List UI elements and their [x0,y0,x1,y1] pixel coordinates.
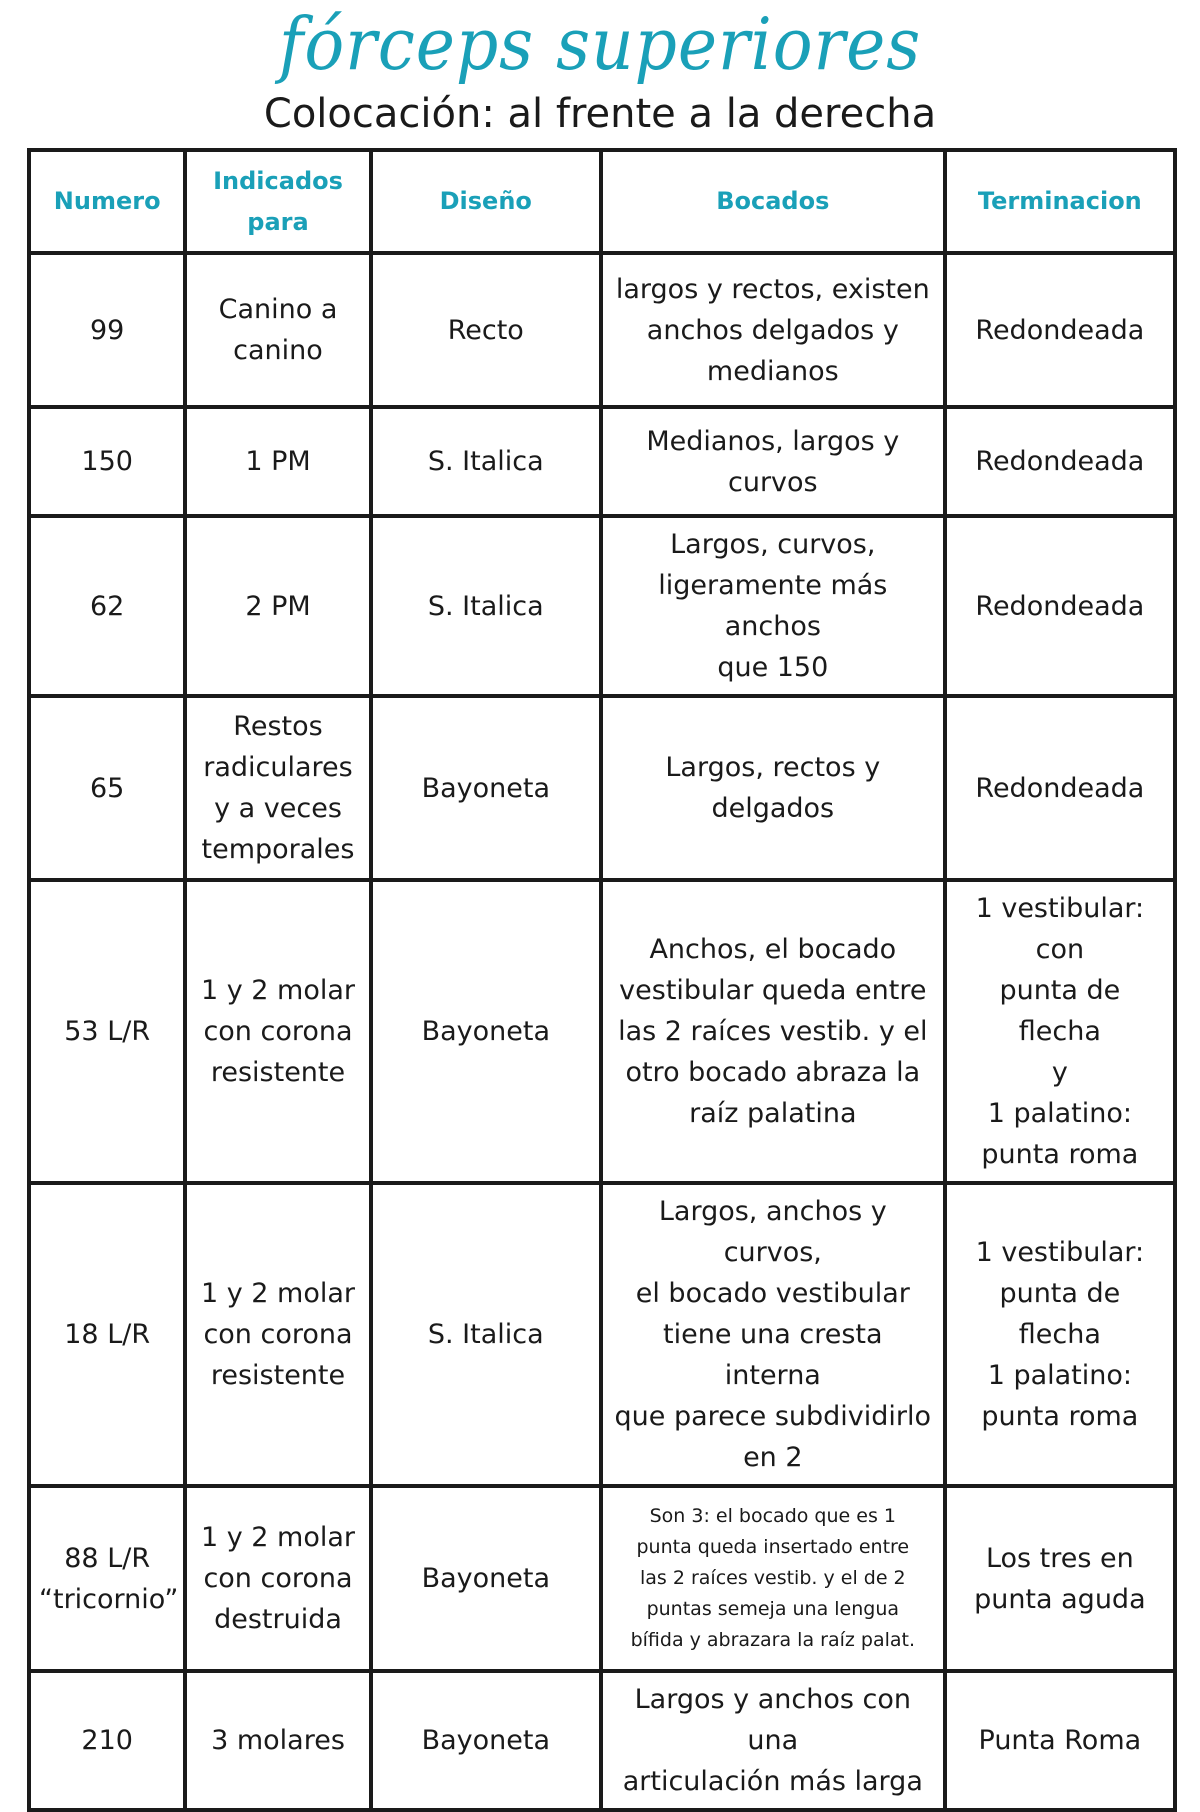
page-subtitle: Colocación: al frente a la derecha [263,91,937,137]
cell-numero: 65 [29,696,185,880]
cell-indicados-para: 3 molares [185,1671,370,1810]
cell-terminacion: Los tres en punta aguda [945,1486,1175,1671]
cell-terminacion: Redondeada [945,407,1175,516]
cell-numero: 62 [29,516,185,696]
cell-terminacion: Punta Roma [945,1671,1175,1810]
cell-indicados-para: 1 y 2 molar con corona resistente [185,1183,370,1486]
cell-numero: 150 [29,407,185,516]
cell-diseno: Bayoneta [371,696,601,880]
cell-indicados-para: Restos radiculares y a veces temporales [185,696,370,880]
column-header-bocados: Bocados [601,150,945,253]
cell-indicados-para: Canino a canino [185,253,370,407]
table-row [29,407,1175,516]
cell-indicados-para: 2 PM [185,516,370,696]
table-header [29,150,1175,253]
column-header-indicados-para: Indicados para [185,150,370,253]
cell-diseno: S. Italica [371,516,601,696]
cell-terminacion: 1 vestibular: punta de flecha 1 palatino: punta roma [945,1183,1175,1486]
forceps-table [27,148,1177,1812]
cell-diseno: Bayoneta [371,1486,601,1671]
cell-bocados: largos y rectos, existen anchos delgados y medianos [601,253,945,407]
column-header-diseno: Diseño [371,150,601,253]
cell-diseno: Bayoneta [371,1671,601,1810]
page-header [0,0,1200,150]
cell-diseno: Recto [371,253,601,407]
cell-bocados: Largos, rectos y delgados [601,696,945,880]
cell-indicados-para: 1 PM [185,407,370,516]
table-row [29,1183,1175,1486]
table-row [29,1671,1175,1810]
cell-bocados: Largos, curvos, ligeramente más anchos que 150 [601,516,945,696]
cell-indicados-para: 1 y 2 molar con corona resistente [185,880,370,1183]
table-row [29,253,1175,407]
column-header-terminacion: Terminacion [945,150,1175,253]
table-row [29,516,1175,696]
cell-diseno: Bayoneta [371,880,601,1183]
cell-terminacion: Redondeada [945,516,1175,696]
cell-bocados: Medianos, largos y curvos [601,407,945,516]
cell-terminacion: 1 vestibular: con punta de flecha y 1 palatino: punta roma [945,880,1175,1183]
cell-bocados: Son 3: el bocado que es 1 punta queda insertado entre las 2 raíces vestib. y el de 2 puntas semeja una lengua bífida y abrazara la raíz palat. [601,1486,945,1671]
column-header-numero: Numero [29,150,185,253]
cell-bocados: Anchos, el bocado vestibular queda entre las 2 raíces vestib. y el otro bocado abraza la raíz palatina [601,880,945,1183]
table-body [29,253,1175,1810]
cell-numero: 210 [29,1671,185,1810]
cell-indicados-para: 1 y 2 molar con corona destruida [185,1486,370,1671]
cell-terminacion: Redondeada [945,253,1175,407]
cell-diseno: S. Italica [371,407,601,516]
cell-diseno: S. Italica [371,1183,601,1486]
cell-bocados: Largos y anchos con una articulación más larga [601,1671,945,1810]
cell-bocados: Largos, anchos y curvos, el bocado vestibular tiene una cresta interna que parece subdividirlo en 2 [601,1183,945,1486]
cell-terminacion: Redondeada [945,696,1175,880]
table-row [29,1486,1175,1671]
page-title: fórceps superiores [278,2,922,86]
table-row [29,880,1175,1183]
table-header-row [29,150,1175,253]
cell-numero: 53 L/R [29,880,185,1183]
cell-numero: 18 L/R [29,1183,185,1486]
cell-numero: 99 [29,253,185,407]
cell-numero: 88 L/R “tricornio” [29,1486,185,1671]
table-row [29,696,1175,880]
